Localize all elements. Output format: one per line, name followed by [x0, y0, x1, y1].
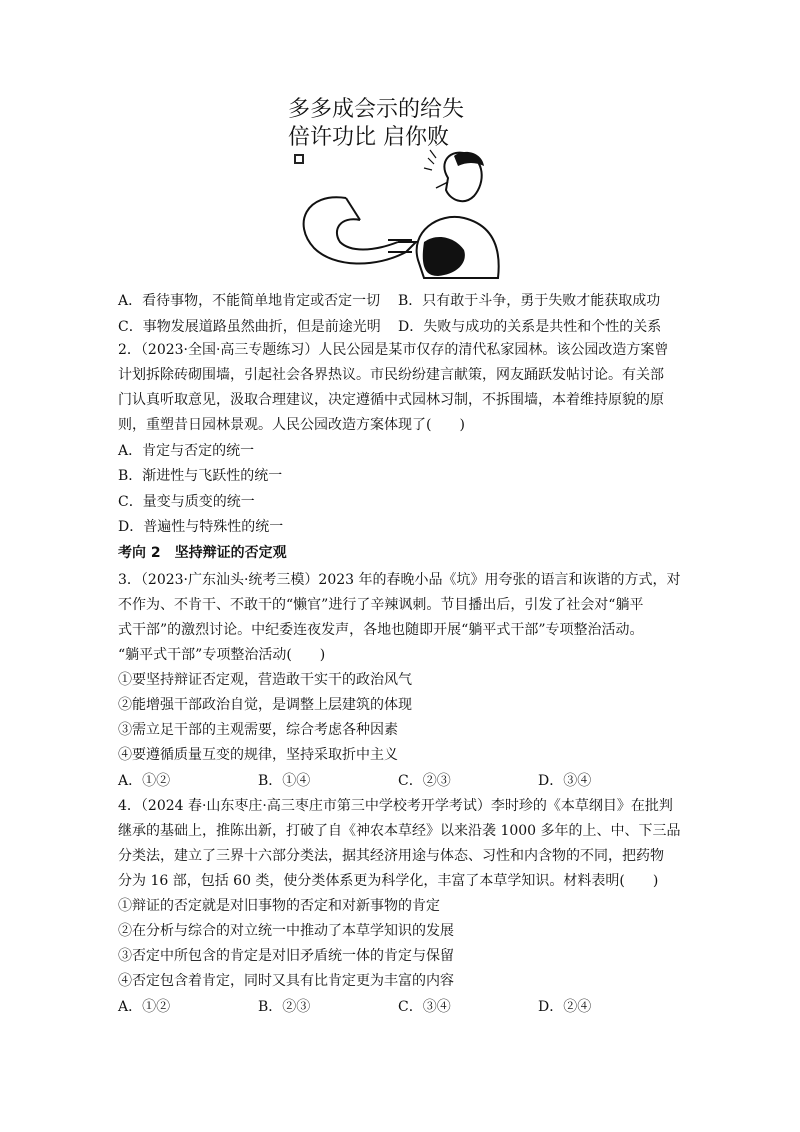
cartoon-caption-line1: 多多成会示的给失: [288, 97, 465, 122]
q4-statement-4: ④否定包含着肯定，同时又具有比肯定更为丰富的内容: [118, 973, 454, 989]
cartoon-illustration: [288, 92, 514, 280]
cartoon-caption-line2: 倍许功比 启你败: [288, 125, 449, 150]
q3-statement-2: ②能增强干部政治自觉，是调整上层建筑的体现: [118, 697, 412, 713]
q3-stem-line4: “躺平式干部”专项整治活动( ): [118, 647, 326, 663]
q1-option-d: D．失败与成功的关系是共性和个性的关系: [398, 319, 662, 335]
q2-stem-line2: 计划拆除砖砌围墙，引起社会各界热议。市民纷纷建言献策，网友踊跃发帖讨论。有关部: [118, 367, 664, 383]
q2-option-b: B．渐进性与飞跃性的统一: [118, 468, 283, 484]
q2-option-a: A．肯定与否定的统一: [118, 443, 255, 459]
q4-option-b: B．②③: [258, 999, 311, 1015]
q3-statement-3: ③需立足干部的主观需要，综合考虑各种因素: [118, 722, 398, 738]
q3-statement-1: ①要坚持辩证否定观，营造敢干实干的政治风气: [118, 672, 412, 688]
q4-stem-line2: 继承的基础上，推陈出新，打破了自《神农本草经》以来沿袭 1000 多年的上、中、下三品: [118, 823, 681, 839]
q3-stem-line3: 式干部”的激烈讨论。中纪委连夜发声，各地也随即开展“躺平式干部”专项整治活动。: [118, 622, 644, 638]
q4-stem-line3: 分类法，建立了三界十六部分类法，据其经济用途与体态、习性和内含物的不同，把药物: [118, 848, 664, 864]
q4-option-d: D．②④: [538, 999, 592, 1015]
q1-option-c: C．事物发展道路虽然曲折，但是前途光明: [118, 319, 381, 335]
q1-option-b: B．只有敢于斗争，勇于失败才能获取成功: [398, 293, 661, 309]
q4-option-a: A．①②: [118, 999, 171, 1015]
q3-option-b: B．①④: [258, 773, 311, 789]
q3-option-d: D．③④: [538, 773, 592, 789]
q4-statement-1: ①辩证的否定就是对旧事物的否定和对新事物的肯定: [118, 898, 440, 914]
q3-statement-4: ④要遵循质量互变的规律，坚持采取折中主义: [118, 747, 398, 763]
q2-stem-line1: 2．（2023·全国·高三专题练习）人民公园是某市仅存的清代私家园林。该公园改造方案曾: [118, 342, 669, 358]
q4-statement-2: ②在分析与综合的对立统一中推动了本草学知识的发展: [118, 923, 454, 939]
seal-stamp: [294, 154, 304, 164]
q1-option-a: A．看待事物，不能简单地肯定或否定一切: [118, 293, 381, 309]
q2-option-d: D．普遍性与特殊性的统一: [118, 519, 284, 535]
section-heading: 考向 2 坚持辩证的否定观: [118, 545, 287, 561]
thinking-man-drawing: [417, 150, 499, 278]
q4-stem-line1: 4．（2024 春·山东枣庄·高三枣庄市第三中学校考开学考试）李时珍的《本草纲目》在批判: [118, 798, 673, 814]
q3-stem-line1: 3．（2023·广东汕头·统考三模）2023 年的春晚小品《坑》用夸张的语言和诙谐的方式，对: [118, 572, 681, 588]
question-mark-drawing: [304, 197, 416, 263]
q3-option-a: A．①②: [118, 773, 171, 789]
q3-stem-line2: 不作为、不肯干、不敢干的“懒官”进行了辛辣讽刺。节目播出后，引发了社会对“躺平: [118, 597, 644, 613]
q2-stem-line3: 门认真听取意见，汲取合理建议，决定遵循中式园林习制，不拆围墙，本着维持原貌的原: [118, 392, 664, 408]
q4-stem-line4: 分为 16 部，包括 60 类，使分类体系更为科学化，丰富了本草学知识。材料表明( ): [118, 873, 659, 889]
q4-statement-3: ③否定中所包含的肯定是对旧矛盾统一体的肯定与保留: [118, 948, 454, 964]
q2-stem-line4: 则，重塑昔日园林景观。人民公园改造方案体现了( ): [118, 417, 465, 433]
q2-option-c: C．量变与质变的统一: [118, 494, 255, 510]
q3-option-c: C．②③: [398, 773, 451, 789]
q4-option-c: C．③④: [398, 999, 451, 1015]
